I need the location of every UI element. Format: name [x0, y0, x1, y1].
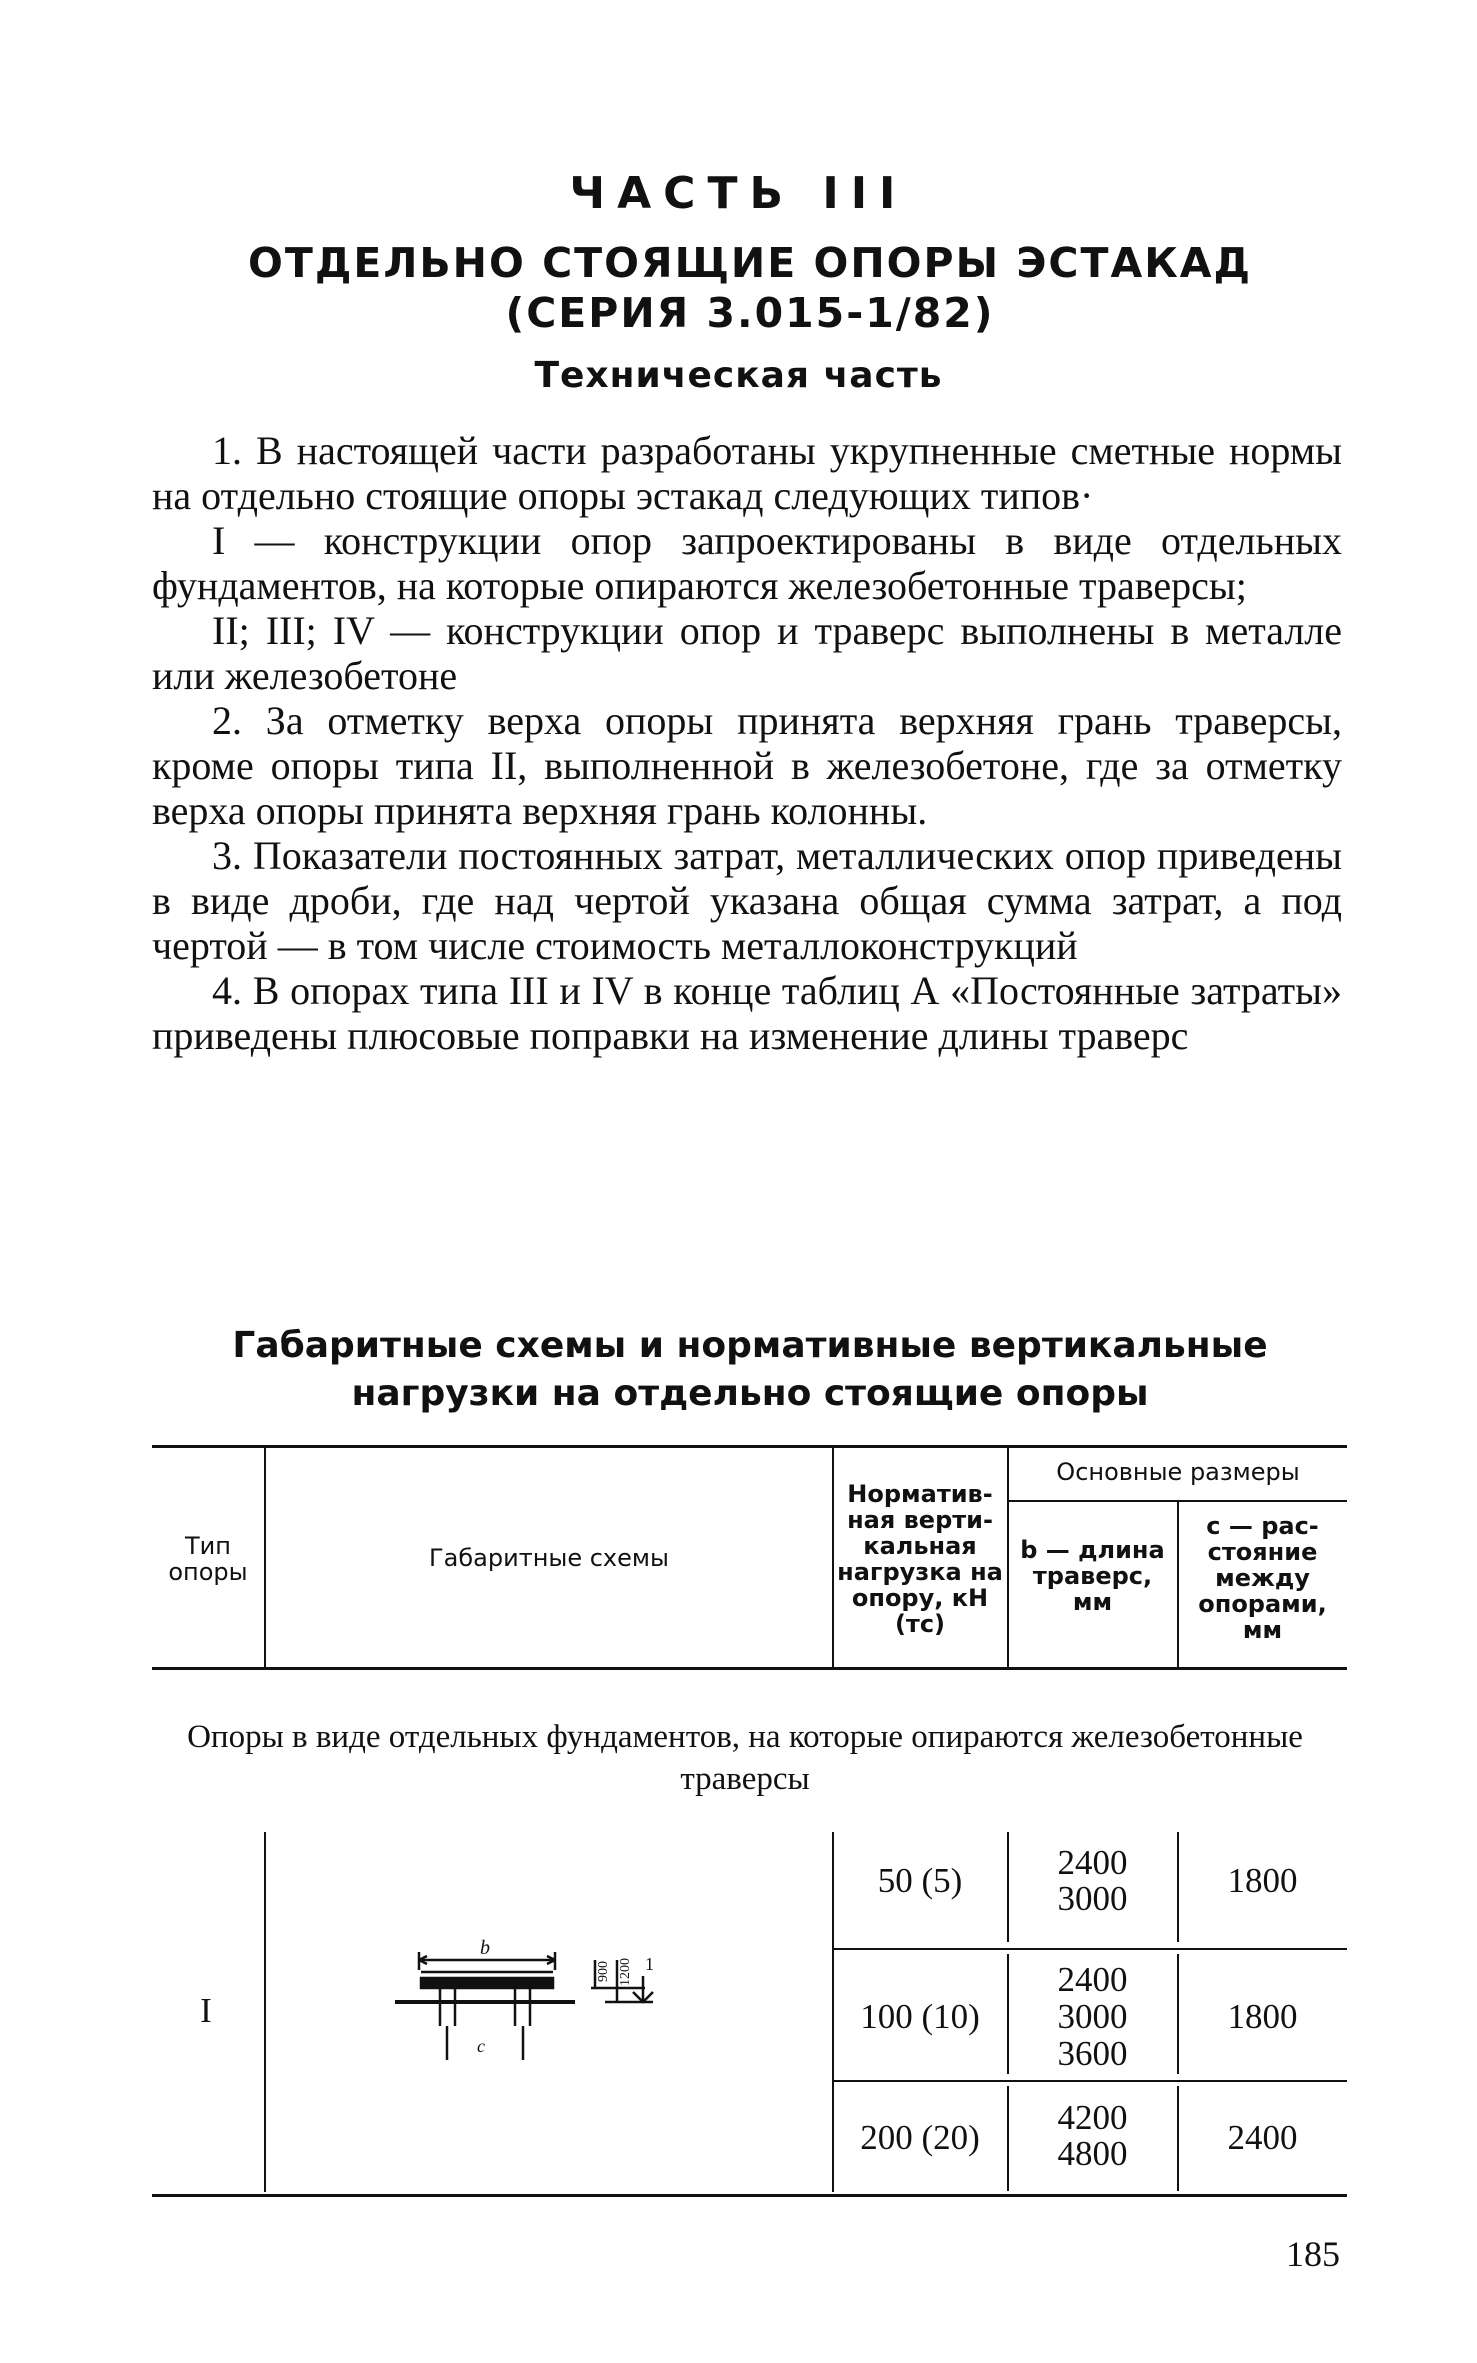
table-header-rule: [152, 1667, 1347, 1670]
row-load: 50 (5): [877, 1861, 963, 1900]
scheme-mark-label: 1: [645, 1954, 654, 1974]
row-b-value: 3000: [1057, 1879, 1128, 1918]
scheme-h1-label: 900: [596, 1961, 611, 1982]
header-c: c — рас-стояние между опорами, мм: [1198, 1512, 1327, 1644]
col-divider: [832, 1832, 834, 2192]
body-text: [152, 428, 1342, 1058]
paragraph-2: 2. За отметку верха опоры принята верхняя грань траверсы, кроме опоры типа II, выполненной в железобетоне, где за отметку верха опоры принята верхняя грань колонны.: [152, 698, 1342, 833]
scheme-c-label: c: [477, 2036, 485, 2056]
support-scheme-drawing: [395, 1930, 715, 2090]
row-c-value: 1800: [1227, 1997, 1298, 2036]
row-rule: [832, 1948, 1347, 1950]
header-b: b — длина траверс, мм: [1020, 1536, 1165, 1616]
scheme-h2-label: 1200: [618, 1958, 633, 1986]
header-load: Норматив-ная верти-кальная нагрузка на опору, кН (тс): [837, 1480, 1003, 1638]
header-type: Тип опоры: [168, 1532, 248, 1586]
row-b-value: 4800: [1057, 2134, 1128, 2173]
table-top-rule: [152, 1445, 1347, 1448]
scheme-b-label: b: [480, 1937, 490, 1959]
row-b-value: 4200: [1057, 2098, 1128, 2137]
row-rule: [832, 2080, 1347, 2082]
row-c-value: 2400: [1227, 2118, 1298, 2157]
table-section-title: Опоры в виде отдельных фундаментов, на которые опираются железобетонные траверсы: [187, 1719, 1303, 1797]
type-label: I: [200, 1991, 212, 2030]
col-divider: [1177, 1954, 1179, 2074]
paragraph-type-i: I — конструкции опор запроектированы в виде отдельных фундаментов, на которые опираются железобетонные траверсы;: [152, 518, 1342, 608]
row-b-value: 2400: [1057, 1960, 1128, 1999]
table-header: [152, 1445, 1347, 1670]
col-divider: [1177, 1500, 1179, 1670]
paragraph-4: 4. В опорах типа III и IV в конце таблиц А «Постоянные затраты» приведены плюсовые поправки на изменение длины траверс: [152, 968, 1342, 1058]
part-heading: ЧАСТЬ III: [569, 168, 908, 219]
header-schemes: Габаритные схемы: [429, 1544, 669, 1572]
col-divider: [1007, 1954, 1009, 2074]
col-divider: [1177, 1832, 1179, 1942]
subsection-title: Техническая часть: [534, 355, 943, 396]
col-divider: [1007, 2086, 1009, 2191]
col-divider: [1007, 1832, 1009, 1942]
paragraph-1: 1. В настоящей части разработаны укрупненные сметные нормы на отдельно стоящие опоры эстакад следующих типов·: [152, 428, 1342, 518]
col-divider: [1177, 2086, 1179, 2191]
row-b-value: 2400: [1057, 1843, 1128, 1882]
section-title: ОТДЕЛЬНО СТОЯЩИЕ ОПОРЫ ЭСТАКАД (СЕРИЯ 3.015-1/82): [248, 239, 1252, 337]
row-b-value: 3000: [1057, 1997, 1128, 2036]
paragraph-type-ii-iv: II; III; IV — конструкции опор и траверс выполнены в металле или железобетоне: [152, 608, 1342, 698]
col-divider: [832, 1445, 834, 1670]
header-dims: Основные размеры: [1056, 1458, 1300, 1486]
table-bottom-rule: [152, 2194, 1347, 2197]
row-b-value: 3600: [1057, 2034, 1128, 2073]
row-load: 100 (10): [860, 1997, 980, 2036]
paragraph-3: 3. Показатели постоянных затрат, металлических опор приведены в виде дроби, где над чертой указана общая сумма затрат, а под чертой — в том числе стоимость металлоконструкций: [152, 833, 1342, 968]
col-divider: [264, 1832, 266, 2192]
row-load: 200 (20): [860, 2118, 980, 2157]
page-number: 185: [1286, 2234, 1340, 2274]
table-caption: Габаритные схемы и нормативные вертикальные нагрузки на отдельно стоящие опоры: [232, 1325, 1268, 1414]
row-c-value: 1800: [1227, 1861, 1298, 1900]
